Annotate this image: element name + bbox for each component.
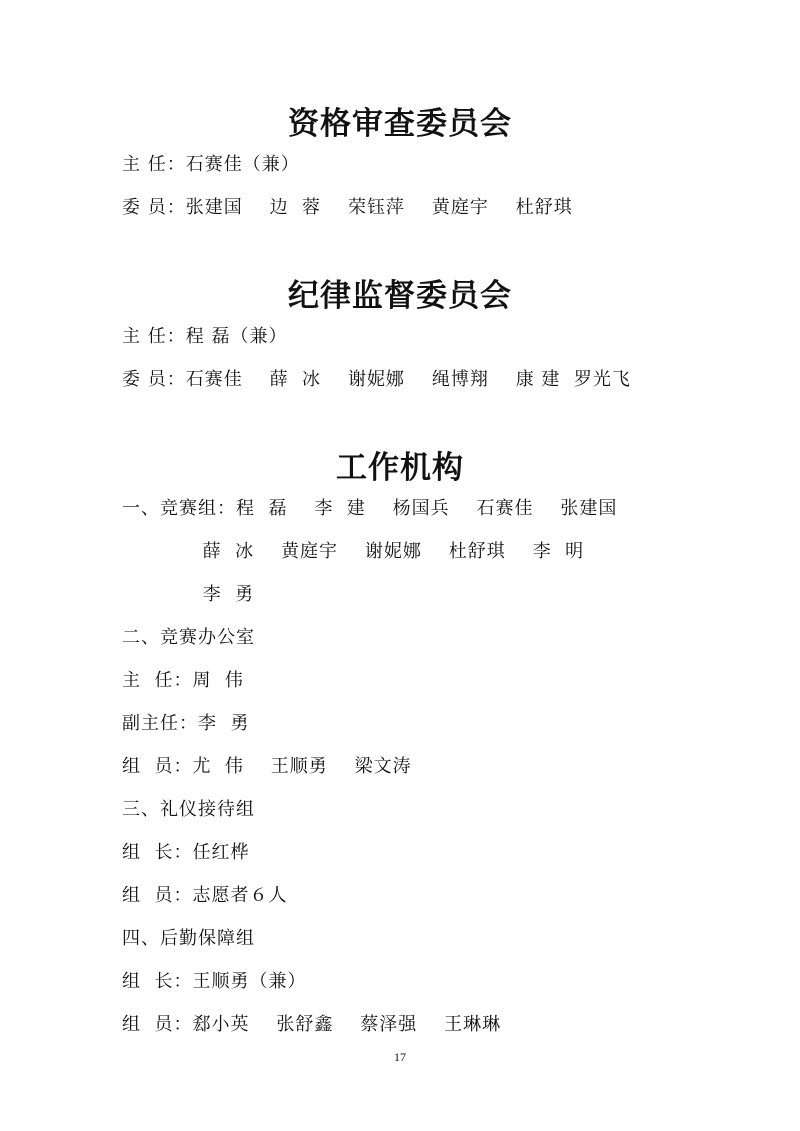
page-number: 17 [394, 1050, 406, 1064]
qualification-chair-line: 主 任：石赛佳（兼） [122, 154, 300, 175]
logistics-heading: 四、后勤保障组 [122, 928, 255, 949]
discipline-chair-line: 主 任：程 磊（兼） [122, 326, 288, 347]
logistics-leader-line: 组 长：王顺勇（兼） [122, 971, 307, 992]
section-qualification-title: 资格审查委员会 [288, 106, 512, 142]
competition-group-line-1: 一、竞赛组：程 磊 李 建 杨国兵 石赛佳 张建国 [122, 498, 618, 519]
office-members-line: 组 员：尤 伟 王顺勇 梁文涛 [122, 756, 412, 777]
section-working-title: 工作机构 [336, 450, 464, 486]
reception-leader-line: 组 长：任红桦 [122, 842, 250, 863]
competition-group-line-2: 薛 冰 黄庭宇 谢妮娜 杜舒琪 李 明 [122, 541, 585, 562]
logistics-members-line: 组 员：郄小英 张舒鑫 蔡泽强 王琳琳 [122, 1014, 502, 1035]
reception-members-line: 组 员：志愿者６人 [122, 885, 288, 906]
discipline-members-line: 委 员：石赛佳 薛 冰 谢妮娜 绳博翔 康 建 罗光飞 [122, 369, 631, 390]
office-heading: 二、竞赛办公室 [122, 627, 255, 648]
office-director-line: 主 任：周 伟 [122, 670, 244, 691]
office-deputy-line: 副主任：李 勇 [122, 713, 250, 734]
qualification-members-line: 委 员：张建国 边 蓉 荣钰萍 黄庭宇 杜舒琪 [122, 197, 573, 218]
section-discipline-title: 纪律监督委员会 [288, 278, 512, 314]
reception-heading: 三、礼仪接待组 [122, 799, 255, 820]
competition-group-line-3: 李 勇 [122, 584, 255, 605]
